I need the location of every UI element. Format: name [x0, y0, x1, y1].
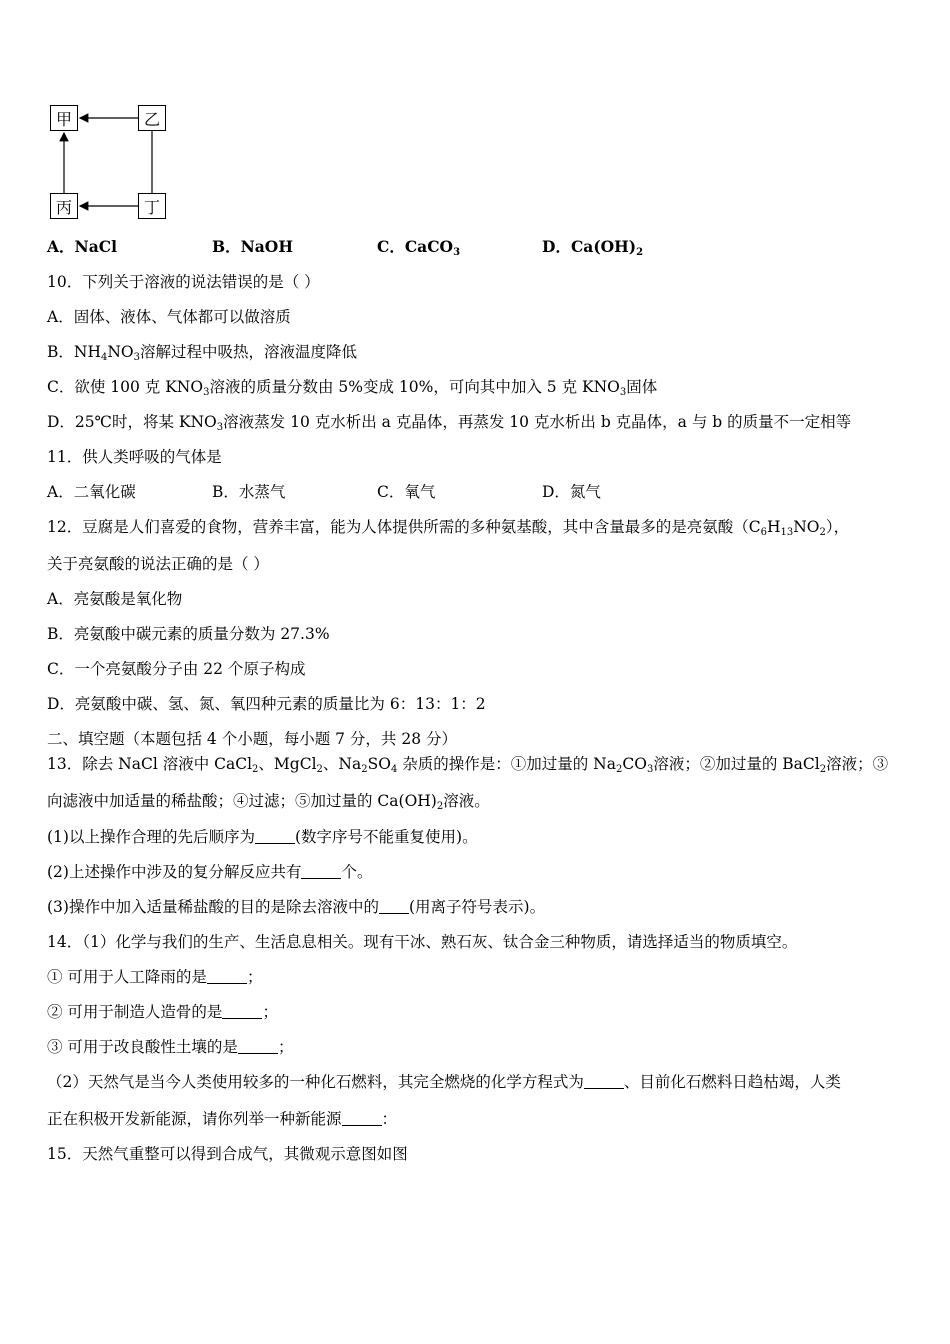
q11-option-d: D．氮气 — [542, 483, 601, 501]
q10-stem: 10．下列关于溶液的说法错误的是（ ） — [47, 273, 320, 291]
q10-option-a: A．固体、液体、气体都可以做溶质 — [47, 308, 291, 326]
q12-option-d: D．亮氨酸中碳、氢、氮、氧四种元素的质量比为 6：13：1：2 — [47, 695, 486, 713]
box-yi: 乙 — [138, 105, 166, 131]
q14-item-2: ② 可用于制造人造骨的是 ； — [47, 1003, 278, 1021]
q11-option-b: B．水蒸气 — [212, 483, 286, 501]
q14-item-1: ① 可用于人工降雨的是 ； — [47, 968, 263, 986]
q13-part-2: (2)上述操作中涉及的复分解反应共有 个。 — [47, 863, 373, 881]
q12-option-a: A．亮氨酸是氧化物 — [47, 590, 183, 608]
q10-option-b: B．$NH_4NO_3$溶解过程中吸热，溶液温度降低 — [47, 343, 358, 363]
q11-stem: 11．供人类呼吸的气体是 — [47, 448, 222, 466]
q12-option-b: B．亮氨酸中碳元素的质量分数为 27.3% — [47, 625, 330, 643]
answer-blank[interactable] — [238, 1039, 278, 1054]
q15-stem: 15．天然气重整可以得到合成气，其微观示意图如图 — [47, 1145, 408, 1163]
box-bing: 丙 — [50, 193, 78, 219]
answer-blank[interactable] — [379, 899, 409, 914]
q9-option-d: D．$Ca(OH)_2$ — [542, 237, 644, 258]
box-ding: 丁 — [138, 193, 166, 219]
q13-stem: 13．除去 NaCl 溶液中 CaCl$_2$、MgCl$_2$、$Na_2SO_4$ 杂质的操作是：①加过量的 $Na_2CO_3$溶液；②加过量的 BaCl$_2$溶液；③ — [47, 755, 889, 775]
reaction-relationship-diagram — [40, 98, 180, 228]
section-heading: 二、填空题（本题包括 4 个小题，每小题 7 分，共 28 分） — [47, 730, 458, 748]
q14-stem: 14．（1）化学与我们的生产、生活息息相关。现有干冰、熟石灰、钛合金三种物质，请选择适当的物质填空。 — [47, 933, 798, 951]
answer-blank[interactable] — [222, 1004, 262, 1019]
q13-part-1: (1)以上操作合理的先后顺序为 (数字序号不能重复使用)。 — [47, 828, 478, 846]
answer-blank[interactable] — [342, 1111, 382, 1126]
q9-option-c: C．CaCO$_3$ — [377, 237, 461, 258]
q14-part-2: （2）天然气是当今人类使用较多的一种化石燃料，其完全燃烧的化学方程式为 、目前化石燃料日趋枯竭，人类 — [47, 1073, 841, 1091]
q10-option-d: D．25℃时，将某 $KNO_3$溶液蒸发 10 克水析出 a 克晶体，再蒸发 10 克水析出 b 克晶体，a 与 b 的质量不一定相等 — [47, 413, 852, 433]
q13-part-3: (3)操作中加入适量稀盐酸的目的是除去溶液中的 (用离子符号表示)。 — [47, 898, 546, 916]
q9-option-b: B．NaOH — [212, 237, 293, 256]
q10-option-c: C．欲使 100 克 $KNO_3$溶液的质量分数由 5%变成 10%，可向其中加入 5 克 $KNO_3$固体 — [47, 378, 658, 398]
q11-option-c: C．氧气 — [377, 483, 436, 501]
box-jia: 甲 — [50, 105, 78, 131]
answer-blank[interactable] — [255, 829, 295, 844]
answer-blank[interactable] — [584, 1074, 624, 1089]
q11-option-a: A．二氧化碳 — [47, 483, 136, 501]
q12-stem: 12．豆腐是人们喜爱的食物，营养丰富，能为人体提供所需的多种氨基酸，其中含量最多的是亮氨酸$(C_6H_{13}NO_2)$， — [47, 518, 850, 538]
q12-stem-2: 关于亮氨酸的说法正确的是（ ） — [47, 555, 269, 573]
answer-blank[interactable] — [301, 864, 341, 879]
q12-option-c: C．一个亮氨酸分子由 22 个原子构成 — [47, 660, 306, 678]
q14-item-3: ③ 可用于改良酸性土壤的是 ； — [47, 1038, 294, 1056]
q14-part-2-cont: 正在积极开发新能源，请你列举一种新能源 ： — [47, 1110, 398, 1128]
answer-blank[interactable] — [207, 969, 247, 984]
q13-stem-2: 向滤液中加适量的稀盐酸；④过滤；⑤加过量的 $Ca(OH)_2$溶液。 — [47, 792, 490, 812]
q9-option-a: A．NaCl — [47, 237, 117, 256]
